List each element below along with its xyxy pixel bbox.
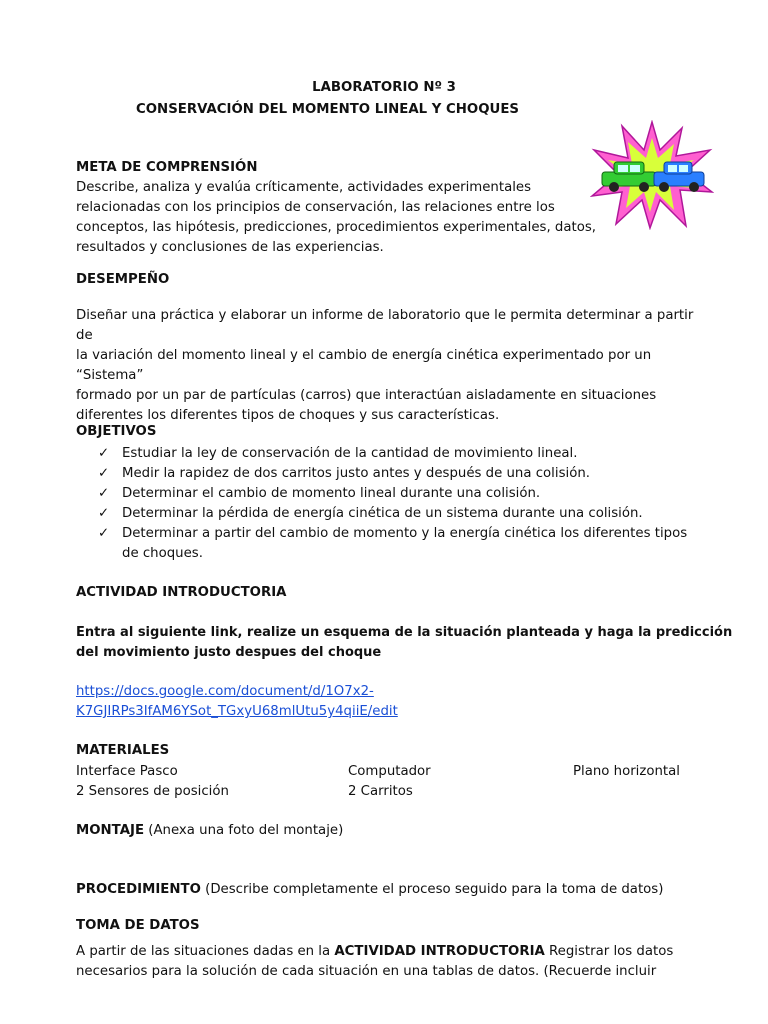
link-line[interactable]: https://docs.google.com/document/d/1O7x2- <box>76 684 374 699</box>
link-line[interactable]: K7GJIRPs3IfAM6YSot_TGxyU68mlUtu5y4qiiE/edit <box>76 704 398 719</box>
montaje-heading: MONTAJE <box>76 823 145 838</box>
desempeno-text <box>76 306 696 426</box>
desempeno-line: diferentes los diferentes tipos de choques y sus características. <box>76 408 500 423</box>
material-item: 2 Sensores de posición <box>76 784 229 799</box>
objective-text: Determinar la pérdida de energía cinética de un sistema durante una colisión. <box>122 506 643 521</box>
material-item: Interface Pasco <box>76 764 178 779</box>
procedimiento-note: (Describe completamente el proceso seguido para la toma de datos) <box>205 882 664 897</box>
meta-heading: META DE COMPRENSIÓN <box>76 160 258 175</box>
meta-line: conceptos, las hipótesis, predicciones, procedimientos experimentales, datos, <box>76 220 597 235</box>
meta-line: Describe, analiza y evalúa críticamente, actividades experimentales <box>76 180 532 195</box>
toma-text <box>76 942 696 982</box>
toma-text-bold: ACTIVIDAD INTRODUCTORIA <box>334 944 545 959</box>
actividad-instruction <box>76 623 732 663</box>
meta-text <box>76 178 596 258</box>
objetivos-heading: OBJETIVOS <box>76 424 157 439</box>
material-item: 2 Carritos <box>348 784 413 799</box>
checkmark-icon: ✓ <box>98 506 110 521</box>
objective-text: Determinar a partir del cambio de momento y la energía cinética los diferentes tipos de choques. <box>122 526 688 561</box>
toma-line <box>76 942 696 962</box>
procedimiento-line <box>76 880 663 900</box>
list-item <box>98 484 698 504</box>
objective-text: Estudiar la ley de conservación de la cantidad de movimiento lineal. <box>122 446 578 461</box>
lab-number-title: LABORATORIO Nº 3 <box>312 80 456 95</box>
meta-line: relacionadas con los principios de conservación, las relaciones entre los <box>76 200 555 215</box>
activity-link[interactable] <box>76 682 398 722</box>
instruction-line: del movimiento justo despues del choque <box>76 645 382 660</box>
instruction-line: Entra al siguiente link, realize un esquema de la situación planteada y haga la predicción <box>76 625 733 640</box>
toma-text-pre: A partir de las situaciones dadas en la <box>76 944 335 959</box>
checkmark-icon: ✓ <box>98 526 110 541</box>
actividad-heading: ACTIVIDAD INTRODUCTORIA <box>76 585 287 600</box>
material-item: Plano horizontal <box>573 764 680 779</box>
objective-text: Medir la rapidez de dos carritos justo antes y después de una colisión. <box>122 466 590 481</box>
objective-text: Determinar el cambio de momento lineal durante una colisión. <box>122 486 541 501</box>
desempeno-heading: DESEMPEÑO <box>76 272 170 287</box>
desempeno-line: formado por un par de partículas (carros) que interactúan aisladamente en situaciones <box>76 388 657 403</box>
materials-column-1 <box>76 762 229 802</box>
list-item <box>98 464 698 484</box>
materials-column-2 <box>348 762 431 802</box>
materials-column-3 <box>573 762 680 782</box>
material-item: Computador <box>348 764 431 779</box>
list-item <box>98 524 692 564</box>
lab-main-title: CONSERVACIÓN DEL MOMENTO LINEAL Y CHOQUES <box>136 102 519 117</box>
checkmark-icon: ✓ <box>98 466 110 481</box>
list-item <box>98 504 698 524</box>
car-collision-illustration <box>590 120 714 230</box>
montaje-line <box>76 821 343 841</box>
desempeno-line: Diseñar una práctica y elaborar un informe de laboratorio que le permita determinar a partir de <box>76 308 694 343</box>
objetivos-list <box>98 444 698 564</box>
toma-heading: TOMA DE DATOS <box>76 918 200 933</box>
checkmark-icon: ✓ <box>98 486 110 501</box>
materiales-heading: MATERIALES <box>76 743 170 758</box>
meta-line: resultados y conclusiones de las experiencias. <box>76 240 384 255</box>
list-item <box>98 444 698 464</box>
procedimiento-heading: PROCEDIMIENTO <box>76 882 201 897</box>
checkmark-icon: ✓ <box>98 446 110 461</box>
montaje-note: (Anexa una foto del montaje) <box>148 823 344 838</box>
toma-text-post: Registrar los datos <box>544 944 674 959</box>
toma-line: necesarios para la solución de cada situación en una tablas de datos. (Recuerde incluir <box>76 964 657 979</box>
desempeno-line: la variación del momento lineal y el cambio de energía cinética experimentado por un “Sistema” <box>76 348 652 383</box>
